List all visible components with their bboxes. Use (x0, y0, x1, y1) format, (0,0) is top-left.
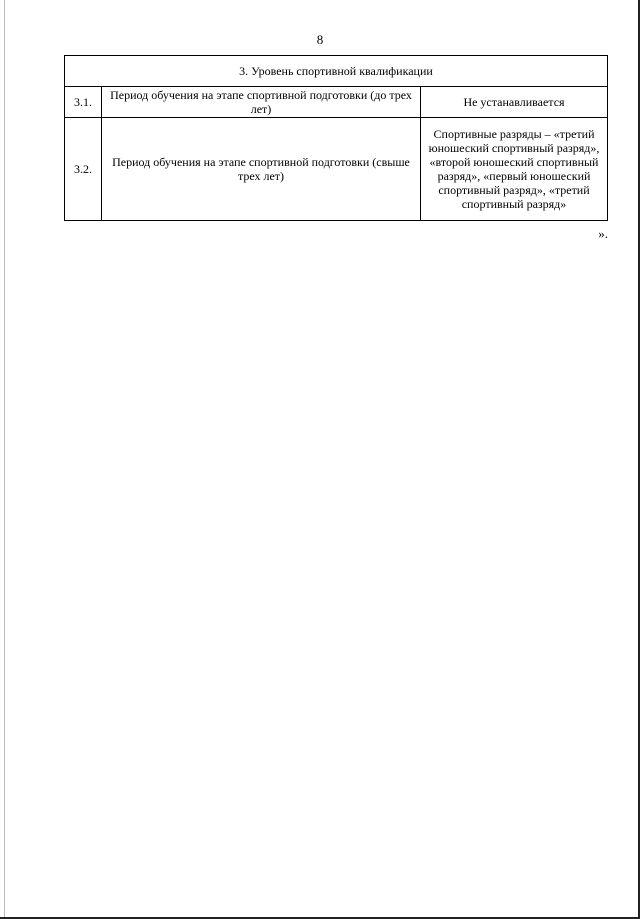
row-requirement: Спортивные разряды – «третий юношеский спортивный разряд», «второй юношеский спортивный разряд», «первый юношеский спортивный разряд», «третий спортивный разряд» (421, 118, 608, 221)
table-row (65, 87, 608, 118)
scan-left-edge (4, 0, 5, 919)
row-requirement: Не устанавливается (421, 87, 608, 118)
page-number: 8 (316, 32, 324, 47)
row-period: Период обучения на этапе спортивной подготовки (до трех лет) (102, 87, 421, 118)
table-header-row (65, 56, 608, 87)
table-row (65, 118, 608, 221)
qualification-table (64, 55, 608, 221)
section-header: 3. Уровень спортивной квалификации (65, 56, 608, 87)
row-period: Период обучения на этапе спортивной подготовки (свыше трех лет) (102, 118, 421, 221)
row-number: 3.2. (65, 118, 102, 221)
closing-quote-mark: ». (598, 226, 608, 241)
row-number: 3.1. (65, 87, 102, 118)
